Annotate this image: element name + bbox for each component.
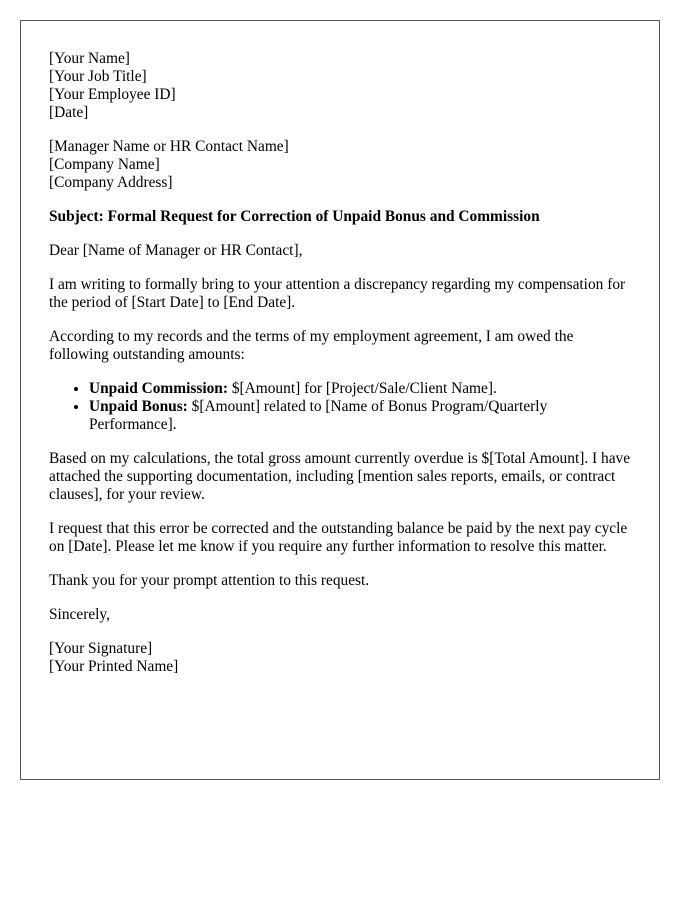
sender-employee-id: [Your Employee ID] — [49, 86, 176, 103]
recipient-address: [Company Address] — [49, 174, 173, 191]
salutation: Dear [Name of Manager or HR Contact], — [49, 242, 303, 259]
list-item-text: $[Amount] for [Project/Sale/Client Name]. — [227, 380, 497, 397]
letter-page — [20, 20, 660, 780]
recipient-company: [Company Name] — [49, 156, 160, 173]
list-item-label: Unpaid Bonus: — [89, 398, 188, 415]
list-item — [89, 398, 631, 434]
list-item-text: $[Amount] related to [Name of Bonus Program/Quarterly Performance]. — [89, 398, 548, 433]
calculation-paragraph: Based on my calculations, the total gross amount currently overdue is $[Total Amount]. I have attached the supporting documentation, including [mention sales reports, emails, or contract clauses], for your review. — [49, 450, 631, 503]
records-paragraph: According to my records and the terms of my employment agreement, I am owed the following outstanding amounts: — [49, 328, 574, 363]
request-paragraph: I request that this error be corrected and the outstanding balance be paid by the next pay cycle on [Date]. Please let me know if you require any further information to resolve this matter. — [49, 520, 628, 555]
sender-name: [Your Name] — [49, 50, 130, 67]
sender-date: [Date] — [49, 104, 89, 121]
recipient-name: [Manager Name or HR Contact Name] — [49, 138, 289, 155]
thanks-paragraph: Thank you for your prompt attention to this request. — [49, 572, 370, 589]
sender-job-title: [Your Job Title] — [49, 68, 147, 85]
closing: Sincerely, — [49, 606, 110, 623]
recipient-block — [49, 138, 631, 192]
list-item — [89, 380, 631, 398]
printed-name: [Your Printed Name] — [49, 658, 179, 675]
signature-block — [49, 640, 631, 676]
sender-block — [49, 50, 631, 122]
outstanding-amounts-list — [49, 380, 631, 434]
subject-line: Subject: Formal Request for Correction of Unpaid Bonus and Commission — [49, 208, 540, 225]
intro-paragraph: I am writing to formally bring to your attention a discrepancy regarding my compensation for the period of [Start Date] to [End Date]. — [49, 276, 626, 311]
list-item-label: Unpaid Commission: — [89, 380, 228, 397]
signature-placeholder: [Your Signature] — [49, 640, 153, 657]
